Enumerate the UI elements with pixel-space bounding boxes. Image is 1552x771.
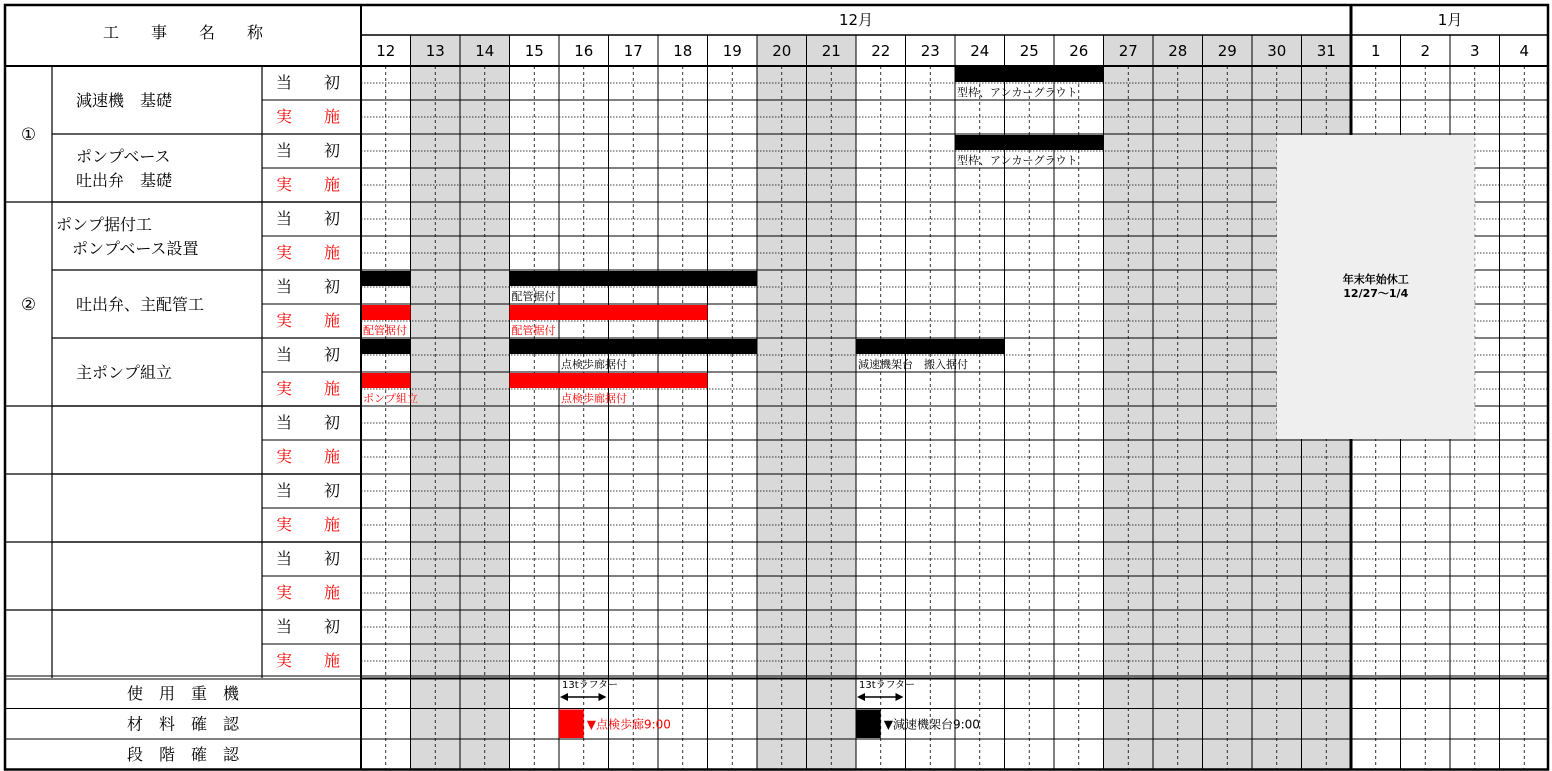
planned-label: 当 初 (276, 73, 341, 92)
planned-label: 当 初 (276, 413, 341, 432)
month-label: 1月 (1437, 11, 1463, 29)
planned-label: 当 初 (276, 141, 341, 160)
day-label: 13 (425, 42, 445, 60)
item-name: ポンプ据付工 (56, 215, 153, 234)
day-label: 12 (376, 42, 396, 60)
day-label: 26 (1069, 42, 1089, 60)
item-name: ポンプベース設置 (56, 239, 199, 258)
actual-bar (361, 305, 411, 320)
day-label: 20 (772, 42, 792, 60)
group-number: ① (20, 125, 37, 145)
bar-label: 配管据付 (363, 324, 407, 337)
day-label: 22 (871, 42, 891, 60)
planned-bar (955, 67, 1104, 82)
material-check-mark (559, 710, 584, 739)
planned-label: 当 初 (276, 549, 341, 568)
actual-label: 実 施 (276, 515, 341, 534)
bar-label: 点検歩廊据付 (561, 358, 627, 371)
day-label: 1 (1370, 42, 1381, 60)
item-name: 吐出弁、主配管工 (76, 295, 205, 314)
holiday-range: 12/27～1/4 (1343, 287, 1409, 300)
day-label: 29 (1217, 42, 1237, 60)
group-number: ② (20, 295, 37, 315)
month-label: 12月 (838, 11, 874, 29)
material-check-label: ▼減速機架台9:00 (883, 717, 980, 732)
planned-label: 当 初 (276, 209, 341, 228)
bar-label: 配管据付 (511, 324, 556, 337)
item-name: 吐出弁 基礎 (76, 171, 173, 190)
planned-label: 当 初 (276, 277, 341, 296)
planned-bar (955, 135, 1104, 150)
arrow-head (599, 693, 607, 701)
day-label: 27 (1118, 42, 1138, 60)
holiday-label: 年末年始休工 (1342, 273, 1409, 286)
item-name: 減速機 基礎 (76, 91, 173, 110)
actual-label: 実 施 (276, 379, 341, 398)
page-title: 工 事 名 称 (102, 23, 264, 42)
day-label: 14 (475, 42, 495, 60)
day-label: 30 (1267, 42, 1287, 60)
day-label: 16 (574, 42, 594, 60)
actual-label: 実 施 (276, 107, 341, 126)
planned-label: 当 初 (276, 617, 341, 636)
item-name: 主ポンプ組立 (76, 363, 173, 382)
actual-label: 実 施 (276, 447, 341, 466)
day-label: 4 (1519, 42, 1530, 60)
planned-bar (510, 271, 758, 286)
bar-label: 配管据付 (511, 290, 556, 303)
arrow-head (560, 693, 568, 701)
bar-label: 点検歩廊据付 (561, 392, 627, 405)
day-label: 24 (970, 42, 990, 60)
actual-label: 実 施 (276, 583, 341, 602)
actual-bar (510, 305, 708, 320)
day-label: 15 (524, 42, 544, 60)
material-check-label: ▼点検歩廊9:00 (586, 717, 671, 732)
planned-label: 当 初 (276, 345, 341, 364)
planned-bar (856, 339, 1005, 354)
bar-label: 型枠、アンカーグラウト (957, 86, 1078, 99)
footer-label: 段 階 確 認 (126, 745, 240, 764)
actual-bar (510, 373, 708, 388)
day-label: 2 (1420, 42, 1431, 60)
footer-label: 材 料 確 認 (126, 714, 240, 734)
day-label: 19 (722, 42, 742, 60)
day-label: 21 (821, 42, 841, 60)
day-label: 23 (920, 42, 940, 60)
planned-label: 当 初 (276, 481, 341, 500)
actual-label: 実 施 (276, 651, 341, 670)
bar-label: 減速機架台 搬入据付 (858, 358, 968, 371)
item-name: ポンプベース (76, 147, 171, 166)
arrow-head (857, 693, 865, 701)
planned-bar (510, 339, 758, 354)
machinery-label: 13tラフター (859, 680, 915, 691)
bar-label: 型枠、アンカーグラウト (957, 154, 1078, 167)
day-label: 17 (623, 42, 643, 60)
material-check-mark (856, 710, 881, 739)
arrow-head (896, 693, 904, 701)
actual-label: 実 施 (276, 175, 341, 194)
day-label: 28 (1168, 42, 1188, 60)
day-label: 31 (1316, 42, 1336, 60)
actual-bar (361, 373, 411, 388)
footer-label: 使 用 重 機 (126, 684, 240, 703)
day-label: 3 (1469, 42, 1480, 60)
actual-label: 実 施 (276, 243, 341, 262)
bar-label: ポンプ組立 (363, 392, 418, 405)
machinery-label: 13tラフター (562, 680, 618, 691)
day-label: 25 (1019, 42, 1039, 60)
actual-label: 実 施 (276, 311, 341, 330)
planned-bar (361, 339, 411, 354)
planned-bar (361, 271, 411, 286)
day-label: 18 (673, 42, 693, 60)
